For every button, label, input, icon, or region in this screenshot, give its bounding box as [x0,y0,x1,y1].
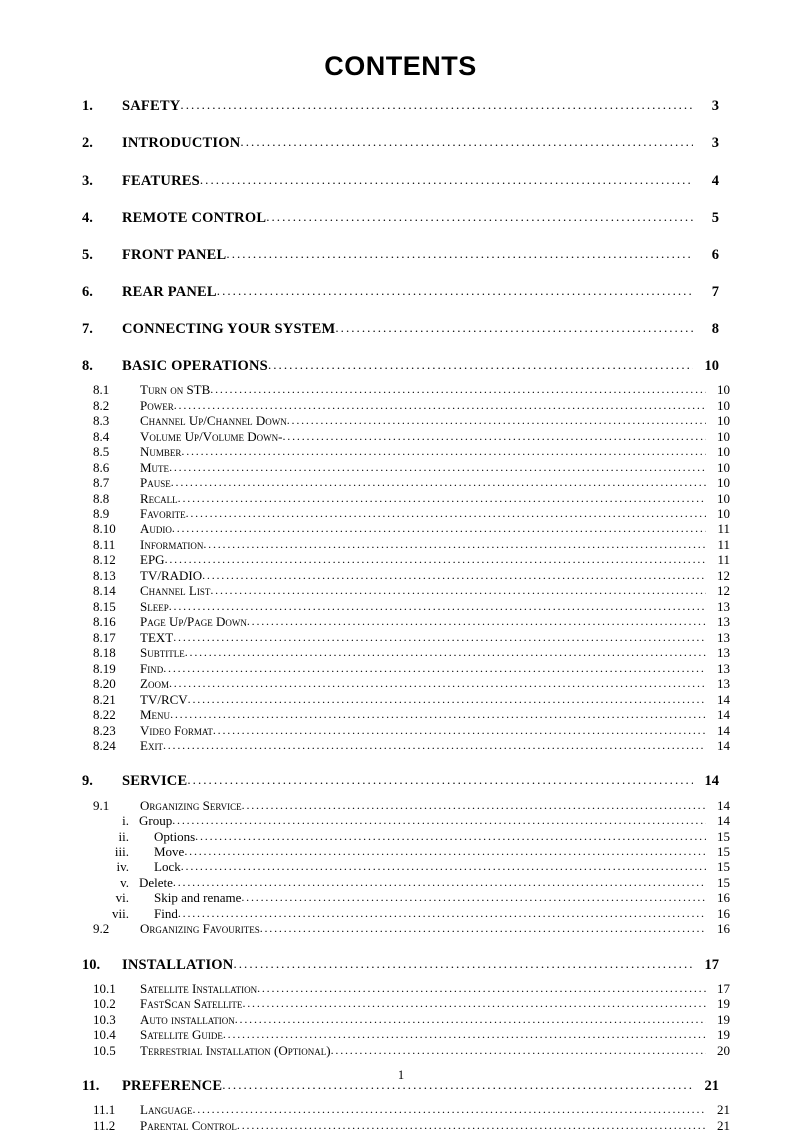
toc-entry-number: vii. [112,905,129,921]
toc-entry-page-number: 14 [717,722,730,738]
toc-entry-page-number: 20 [717,1042,730,1058]
toc-leader-dots [188,692,706,706]
toc-entry-label: TEXT [140,629,174,645]
toc-entry[interactable] [93,707,730,722]
toc-entry-page-number: 14 [717,738,730,753]
toc-entry-page-number: 14 [717,797,730,813]
toc-entry-label: Language [140,1102,193,1118]
toc-entry-number: 5. [82,246,93,263]
toc-leader-dots [241,890,706,904]
toc-leader-dots [335,320,693,335]
toc-leader-dots [178,491,706,505]
toc-entry-number: 8.15 [93,598,116,614]
toc-entry-label: Satellite Installation [140,980,258,996]
toc-entry-label: Group [139,813,173,829]
toc-entry-label: Delete [139,874,173,890]
toc-entry-label: Information [140,536,204,552]
toc-entry[interactable] [93,460,730,475]
toc-entry-label: Number [140,444,182,460]
toc-leader-dots [172,813,706,827]
toc-leader-dots [242,996,706,1010]
toc-entry[interactable] [93,890,730,905]
toc-entry-number: 8.12 [93,552,116,568]
toc-entry[interactable] [93,859,730,874]
toc-entry-label: Subtitle [140,645,185,661]
toc-entry-page-number: 3 [711,98,719,115]
toc-entry-label: Move [154,843,185,859]
toc-entry-label: Sleep [140,598,169,614]
toc-entry-number: iv. [116,859,129,875]
toc-entry-page-number: 13 [717,629,730,645]
toc-entry-page-number: 15 [717,828,730,844]
toc-entry-page-number: 19 [717,1011,730,1027]
toc-entry-label: Pause [140,475,171,491]
toc-entry-page-number: 11 [717,552,730,568]
toc-entry[interactable] [93,583,730,598]
toc-entry-label: SERVICE [122,773,188,790]
toc-entry-page-number: 10 [717,382,730,398]
toc-leader-dots [187,772,693,787]
toc-entry-label: REMOTE CONTROL [122,209,267,226]
toc-entry-label: Channel Up/Channel Down [140,413,287,429]
toc-entry-label: Options [154,828,196,844]
toc-entry-page-number: 14 [717,813,730,829]
toc-entry-number: 2. [82,135,93,152]
toc-leader-dots [242,798,706,812]
toc-entry-label: Terrestrial Installation (Optional) [140,1042,331,1058]
toc-entry-number: 8.3 [93,413,110,429]
toc-entry-page-number: 11 [717,521,730,537]
toc-entry[interactable] [93,413,730,428]
toc-entry-number: 8.24 [93,738,116,753]
toc-entry-number: 8.9 [93,505,110,521]
toc-leader-dots [203,537,706,551]
toc-entry-label: EPG [140,552,165,568]
toc-leader-dots [181,859,706,873]
toc-entry-number: 11.2 [93,1117,116,1133]
toc-entry-label: INSTALLATION [122,956,234,973]
toc-entry-label: FEATURES [122,172,200,189]
toc-leader-dots [163,661,706,675]
toc-entry-page-number: 10 [717,413,730,429]
toc-entry-label: TV/RCV [140,691,188,707]
toc-entry-number: 1. [82,98,93,115]
toc-entry[interactable] [93,614,730,629]
toc-entry[interactable] [93,398,730,413]
toc-entry[interactable] [82,247,719,264]
toc-entry-label: PREFERENCE [122,1078,223,1095]
toc-leader-dots [200,172,693,187]
toc-entry-number: 8.17 [93,629,116,645]
toc-leader-dots [186,506,706,520]
toc-entry-page-number: 14 [704,773,719,790]
toc-entry-page-number: 4 [711,172,719,189]
toc-leader-dots [173,630,706,644]
toc-leader-dots [287,413,706,427]
toc-entry-page-number: 15 [717,874,730,890]
toc-entry[interactable] [93,661,730,676]
toc-leader-dots [217,283,693,298]
toc-leader-dots [192,1102,706,1116]
toc-entry-label: Parental Control [140,1117,237,1133]
toc-entry-number: 10.3 [93,1011,116,1027]
toc-entry[interactable] [93,645,730,660]
toc-entry-number: 10. [82,956,101,973]
toc-leader-dots [171,475,706,489]
toc-entry-label: Lock [154,859,181,875]
toc-leader-dots [266,209,693,224]
toc-entry[interactable] [82,358,719,375]
page-number-footer: 1 [397,1068,405,1082]
toc-entry[interactable] [93,506,730,521]
table-of-contents [82,98,730,1133]
toc-entry-page-number: 10 [717,459,730,475]
toc-entry-page-number: 13 [717,614,730,630]
toc-entry-page-number: 13 [717,645,730,661]
toc-entry[interactable] [93,568,730,583]
toc-entry-label: Volume Up/Volume Down- [140,428,283,444]
toc-leader-dots [240,134,693,149]
toc-entry[interactable] [93,537,730,552]
toc-entry-label: Find [154,905,178,921]
toc-entry-label: Turn on STB [140,382,211,398]
toc-entry[interactable] [93,844,730,859]
toc-entry-label: Audio [140,521,172,537]
toc-entry[interactable] [93,429,730,444]
toc-entry-page-number: 19 [717,1027,730,1043]
toc-entry-label: Organizing Service [140,797,242,813]
toc-entry-number: 6. [82,283,93,300]
toc-entry-number: 11.1 [93,1102,116,1118]
toc-entry[interactable] [93,1012,730,1027]
toc-entry-page-number: 15 [717,843,730,859]
toc-entry[interactable] [93,599,730,614]
toc-entry-number: 8.13 [93,567,116,583]
toc-entry-number: 8.11 [93,536,116,552]
toc-entry-page-number: 8 [711,321,719,337]
toc-entry-number: 4. [82,209,93,226]
toc-leader-dots [169,460,706,474]
toc-entry-page-number: 10 [717,475,730,491]
toc-entry-number: 8.23 [93,722,116,738]
toc-leader-dots [260,921,706,935]
toc-entry[interactable] [93,798,730,813]
toc-entry-label: INTRODUCTION [122,135,241,152]
toc-entry-page-number: 13 [717,676,730,692]
toc-entry-label: Skip and rename [154,890,242,906]
toc-leader-dots [169,599,706,613]
toc-entry-page-number: 10 [717,490,730,506]
toc-leader-dots [165,552,706,566]
toc-entry-page-number: 14 [717,707,730,723]
toc-entry-page-number: 16 [717,890,730,906]
toc-leader-dots [213,723,706,737]
toc-entry-page-number: 17 [717,980,730,996]
toc-content [82,51,730,1133]
toc-entry[interactable] [93,723,730,738]
toc-entry[interactable] [82,773,719,790]
toc-entry[interactable] [82,210,719,227]
toc-entry-label: FastScan Satellite [140,996,243,1012]
toc-entry-number: 8.19 [93,660,116,676]
toc-entry-number: ii. [118,828,129,844]
toc-entry[interactable] [93,996,730,1011]
toc-leader-dots [181,444,706,458]
toc-leader-dots [174,398,706,412]
toc-entry[interactable] [93,491,730,506]
toc-entry-label: Video Format [140,722,213,738]
toc-entry-page-number: 21 [717,1117,730,1133]
toc-entry[interactable] [93,1118,730,1133]
toc-leader-dots [257,981,706,995]
toc-entry-page-number: 16 [717,905,730,921]
toc-entry-number: 8. [82,358,93,375]
toc-entry-page-number: 21 [717,1102,730,1118]
toc-leader-dots [180,97,693,112]
toc-entry-page-number: 10 [717,397,730,413]
toc-entry-number: 9.2 [93,921,110,937]
toc-entry-label: TV/RADIO [140,567,203,583]
toc-entry-page-number: 5 [711,209,719,226]
toc-entry-number: 8.18 [93,645,116,661]
toc-entry-label: FRONT PANEL [122,246,227,263]
toc-entry[interactable] [93,906,730,921]
toc-entry-number: 8.6 [93,459,110,475]
toc-entry[interactable] [93,382,730,397]
toc-entry-label: Page Up/Page Down [140,614,247,630]
toc-leader-dots [283,429,707,443]
toc-entry-label: REAR PANEL [122,283,217,300]
toc-entry-number: 8.20 [93,676,116,692]
toc-entry[interactable] [93,630,730,645]
toc-leader-dots [202,568,706,582]
toc-entry-number: iii. [114,843,129,859]
toc-entry[interactable] [93,552,730,567]
toc-entry-page-number: 7 [711,283,719,300]
toc-entry-number: vi. [115,890,129,906]
toc-entry-number: 8.5 [93,444,110,460]
toc-entry[interactable] [93,444,730,459]
toc-entry-number: 8.1 [93,382,110,398]
toc-entry[interactable] [93,921,730,936]
toc-entry[interactable] [93,875,730,890]
toc-entry-label: Find [140,660,164,676]
toc-entry[interactable] [93,676,730,691]
toc-leader-dots [173,875,706,889]
toc-entry-page-number: 10 [717,505,730,521]
toc-entry-label: Channel List [140,583,211,599]
toc-entry-label: Mute [140,459,170,475]
toc-leader-dots [210,583,706,597]
toc-entry-page-number: 12 [717,583,730,599]
toc-entry-number: 7. [82,321,93,337]
toc-entry[interactable] [93,738,730,753]
toc-entry-page-number: 21 [704,1078,719,1095]
toc-entry-label: Recall [140,490,178,506]
toc-leader-dots [223,1027,706,1041]
toc-entry[interactable] [93,521,730,536]
toc-entry-number: 10.5 [93,1042,116,1058]
toc-leader-dots [210,382,706,396]
toc-entry-number: 8.10 [93,521,116,537]
toc-entry-page-number: 3 [711,135,719,152]
toc-entry-label: Auto installation [140,1011,235,1027]
toc-leader-dots [170,707,706,721]
toc-entry-label: SAFETY [122,98,181,115]
toc-entry-number: 8.2 [93,397,110,413]
toc-entry-number: 3. [82,172,93,189]
toc-entry-page-number: 19 [717,996,730,1012]
toc-entry[interactable] [93,475,730,490]
toc-entry-label: Exit [140,738,163,753]
toc-leader-dots [195,829,706,843]
toc-entry[interactable] [93,1027,730,1042]
toc-entry-label: Zoom [140,676,169,692]
toc-entry[interactable] [82,957,719,974]
toc-entry[interactable] [82,98,719,115]
toc-entry-number: 10.4 [93,1027,116,1043]
toc-leader-dots [233,956,693,971]
toc-entry-label: BASIC OPERATIONS [122,358,268,375]
toc-entry-page-number: 13 [717,660,730,676]
toc-leader-dots [331,1043,706,1057]
toc-leader-dots [237,1118,706,1132]
toc-leader-dots [268,357,693,372]
toc-entry-label: CONNECTING YOUR SYSTEM [122,321,336,337]
toc-leader-dots [169,676,706,690]
toc-entry-number: 8.16 [93,614,116,630]
toc-entry-label: Satellite Guide [140,1027,223,1043]
toc-entry[interactable] [93,813,730,828]
toc-entry-page-number: 14 [717,691,730,707]
toc-entry-page-number: 11 [717,536,730,552]
toc-entry-label: Organizing Favourites [140,921,260,937]
toc-entry[interactable] [82,284,719,301]
toc-entry-page-number: 13 [717,598,730,614]
toc-entry-number: 9.1 [93,797,110,813]
toc-entry[interactable] [82,173,719,190]
toc-entry[interactable] [93,1102,730,1117]
toc-leader-dots [178,906,706,920]
toc-leader-dots [163,738,706,752]
toc-entry[interactable] [93,1043,730,1058]
toc-entry[interactable] [82,321,719,338]
toc-entry-page-number: 6 [711,246,719,263]
toc-entry[interactable] [82,135,719,152]
toc-leader-dots [235,1012,706,1026]
toc-leader-dots [185,645,706,659]
toc-entry-page-number: 15 [717,859,730,875]
toc-leader-dots [247,614,706,628]
toc-entry-number: 10.2 [93,996,116,1012]
toc-entry[interactable] [93,692,730,707]
toc-entry-page-number: 16 [717,921,730,937]
toc-entry-number: 11. [82,1078,100,1095]
toc-entry-number: 8.7 [93,475,110,491]
toc-entry-number: 8.22 [93,707,116,723]
toc-entry-number: v. [120,874,129,890]
toc-entry-number: 8.8 [93,490,110,506]
toc-entry-page-number: 10 [717,428,730,444]
toc-entry-page-number: 10 [704,358,719,375]
toc-entry-number: 8.4 [93,428,110,444]
toc-entry-page-number: 17 [704,956,719,973]
toc-entry-page-number: 10 [717,444,730,460]
toc-entry-number: 10.1 [93,980,116,996]
toc-leader-dots [226,246,693,261]
toc-leader-dots [172,521,706,535]
toc-entry-number: 9. [82,773,93,790]
toc-entry-label: Favorite [140,505,186,521]
toc-entry[interactable] [93,829,730,844]
toc-entry-page-number: 12 [717,567,730,583]
toc-entry-number: i. [122,813,129,829]
page-title: CONTENTS [324,51,477,81]
toc-entry-number: 8.14 [93,583,116,599]
toc-leader-dots [184,844,706,858]
toc-entry[interactable] [93,981,730,996]
toc-entry-number: 8.21 [93,691,116,707]
toc-entry-label: Power [140,397,174,413]
toc-entry-label: Menu [140,707,171,723]
